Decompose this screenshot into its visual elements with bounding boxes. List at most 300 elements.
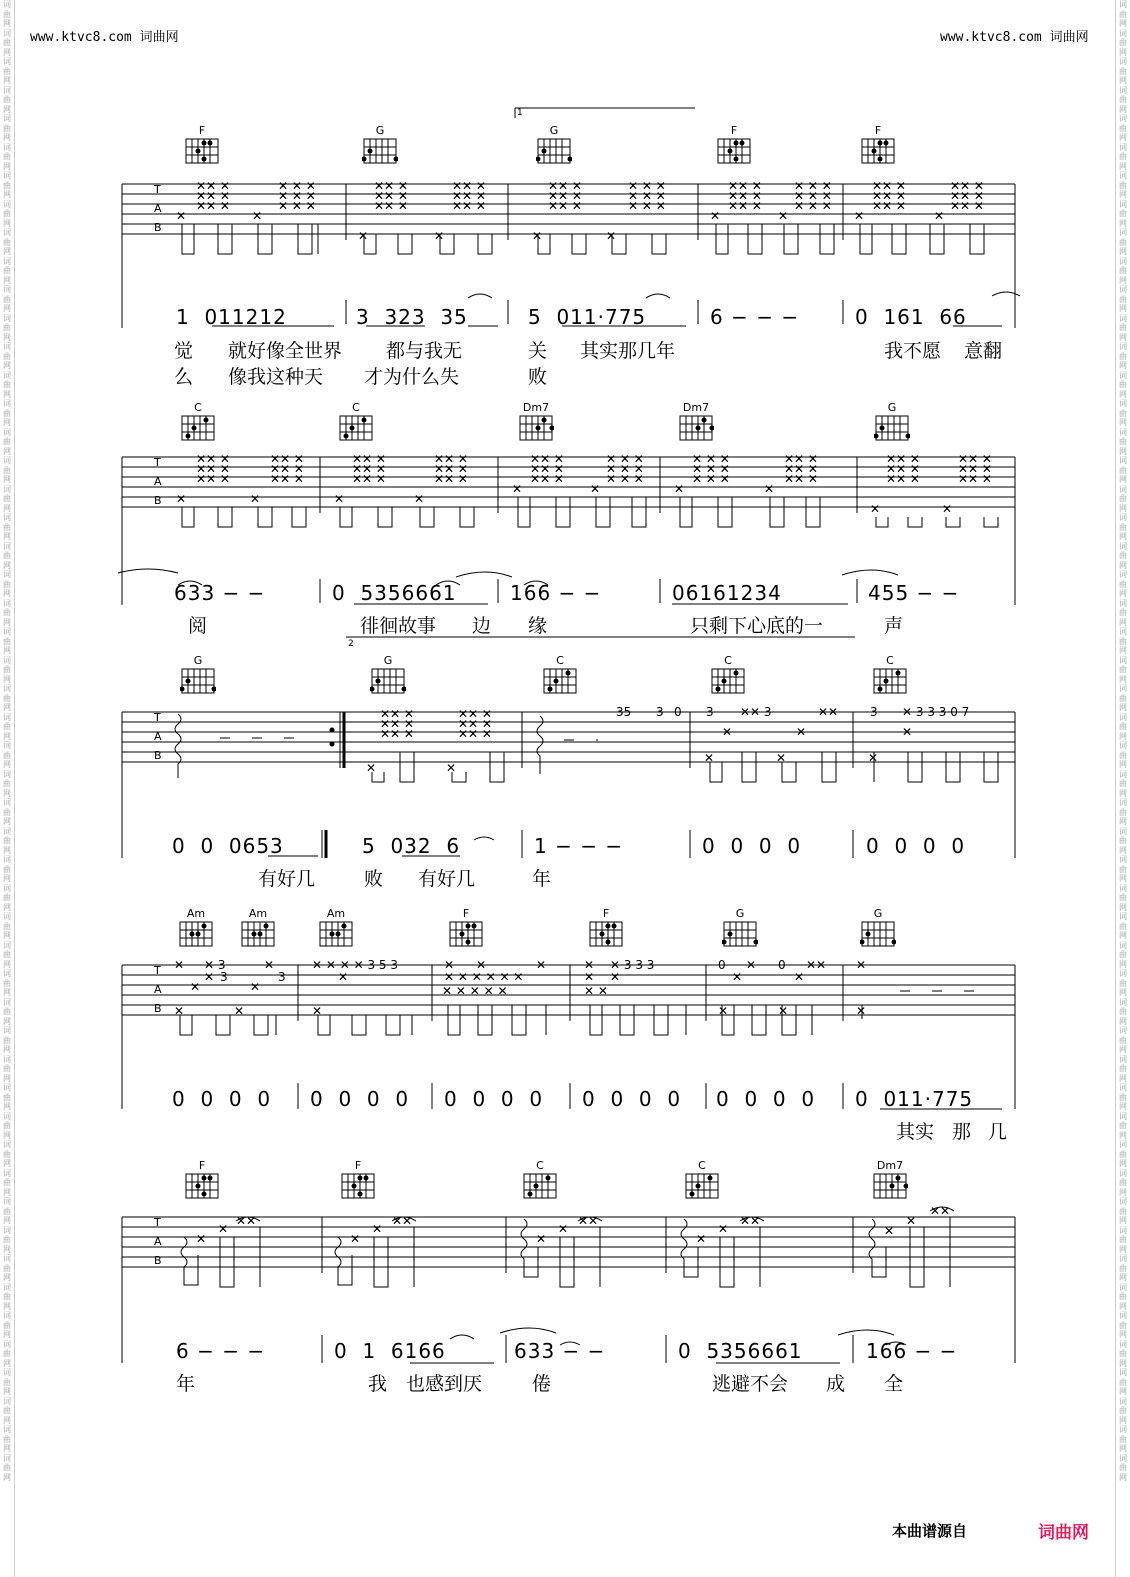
lyric: 我不愿 [884, 340, 942, 362]
lyric: 全 [884, 1373, 904, 1395]
watermark-glyph: 曲 [3, 522, 11, 532]
svg-text:✕ ✕ ✕ ✕ ✕: ✕ ✕ ✕ ✕ ✕ [442, 984, 508, 998]
watermark-glyph: 曲 [3, 807, 11, 817]
watermark-glyph: 词 [3, 940, 11, 950]
lyric: 徘徊故事 [360, 615, 437, 637]
chord-diagram: Am [238, 907, 278, 948]
svg-text:✕ ✕ ✕: ✕ ✕ ✕ [606, 472, 644, 486]
jianpu-measure: 0 5356661 [332, 581, 457, 605]
watermark-glyph: 网 [3, 1415, 11, 1425]
svg-text:✕ ✕ ✕: ✕ ✕ ✕ [794, 189, 832, 203]
lyric: 声 [884, 615, 904, 637]
lyric: 才为什么失 [364, 366, 460, 388]
watermark-glyph: 曲 [3, 209, 11, 218]
jianpu-measure: 0 0 0 0 [444, 1087, 544, 1111]
svg-text:T: T [154, 1216, 161, 1229]
watermark-glyph: 网 [1119, 817, 1127, 826]
lyric: 败 [364, 868, 384, 890]
svg-text:A: A [154, 1235, 162, 1248]
jianpu-measure: 0 0 0653 [172, 834, 284, 858]
jianpu-measure: 455 − − [868, 581, 960, 605]
watermark-glyph: 网 [3, 1358, 11, 1368]
watermark-glyph: 曲 [3, 323, 11, 332]
watermark-glyph: 词 [3, 142, 11, 152]
watermark-glyph: 网 [1119, 959, 1127, 969]
svg-text:✕✕ ✕: ✕✕ ✕ [458, 707, 492, 721]
watermark-glyph: 曲 [1119, 551, 1127, 560]
svg-text:✕✕ ✕: ✕✕ ✕ [784, 452, 818, 466]
svg-text:✕: ✕ [174, 1004, 185, 1018]
watermark-glyph: 网 [1119, 788, 1127, 798]
watermark-glyph: 网 [3, 1472, 11, 1482]
watermark-glyph: 曲 [1119, 1149, 1127, 1159]
svg-text:✕ ✕ ✕: ✕ ✕ ✕ [692, 472, 730, 486]
svg-text:✕: ✕ [358, 229, 369, 243]
watermark-glyph: 网 [3, 47, 11, 57]
svg-text:✕ ✕ ✕: ✕ ✕ ✕ [628, 189, 666, 203]
watermark-glyph: 曲 [1119, 38, 1127, 47]
watermark-glyph: 曲 [1119, 152, 1127, 161]
watermark-glyph: 曲 [3, 1406, 11, 1415]
svg-text:✕: ✕ [444, 958, 455, 972]
watermark-glyph: 词 [1119, 1197, 1127, 1206]
chord-diagram: G [720, 907, 760, 948]
watermark-glyph: 网 [3, 760, 11, 769]
svg-text:✕✕ ✕: ✕✕ ✕ [458, 727, 492, 741]
svg-text:✕✕ ✕: ✕✕ ✕ [530, 472, 564, 486]
watermark-glyph: 曲 [1119, 1064, 1127, 1073]
watermark-glyph: 网 [3, 76, 11, 85]
watermark-glyph: 网 [3, 218, 11, 228]
svg-text:✕✕ ✕: ✕✕ ✕ [380, 727, 414, 741]
watermark-glyph: 词 [3, 199, 11, 209]
watermark-glyph: 曲 [3, 351, 11, 361]
watermark-glyph: 曲 [1119, 1007, 1127, 1016]
svg-text:✕: ✕ [590, 482, 601, 496]
jianpu-measure: 0 0 0 0 [172, 1087, 272, 1111]
watermark-glyph: 曲 [3, 1206, 11, 1216]
svg-text:3: 3 [870, 705, 878, 719]
chord-diagram: G [872, 401, 912, 442]
svg-text:✕ ✕ ✕: ✕ ✕ ✕ [606, 462, 644, 476]
watermark-glyph: 曲 [3, 836, 11, 845]
svg-text:✕✕ ✕: ✕✕ ✕ [458, 717, 492, 731]
svg-text:✕: ✕ [176, 209, 187, 223]
chord-diagram: F [586, 907, 626, 948]
watermark-glyph: 曲 [3, 494, 11, 503]
chord-diagram: Dm7 [516, 401, 556, 442]
watermark-glyph: 网 [1119, 1387, 1127, 1396]
watermark-glyph: 曲 [3, 1377, 11, 1387]
watermark-glyph: 网 [3, 104, 11, 114]
watermark-glyph: 网 [3, 845, 11, 855]
watermark-glyph: 曲 [3, 1292, 11, 1301]
watermark-glyph: 词 [3, 1111, 11, 1121]
watermark-glyph: 词 [1119, 0, 1127, 9]
watermark-glyph: 网 [1119, 47, 1127, 57]
watermark-glyph: 曲 [3, 608, 11, 617]
svg-text:✕✕ 3: ✕✕ 3 [740, 705, 772, 719]
watermark-glyph: 曲 [3, 237, 11, 247]
watermark-glyph: 词 [3, 969, 11, 978]
svg-text:✕: ✕ [250, 492, 261, 506]
watermark-glyph: 曲 [3, 380, 11, 389]
svg-text:✕✕ ✕: ✕✕ ✕ [728, 179, 762, 193]
watermark-glyph: 曲 [3, 266, 11, 275]
watermark-glyph: 词 [1119, 1254, 1127, 1263]
svg-text:✕: ✕ [196, 1232, 207, 1246]
watermark-glyph: 曲 [3, 294, 11, 304]
svg-text:✕✕ ✕: ✕✕ ✕ [548, 179, 582, 193]
watermark-glyph: 词 [1119, 85, 1127, 95]
jianpu-measure: 166 − − [510, 581, 602, 605]
lyric: 关 [528, 340, 548, 362]
svg-text:✕✕ ✕: ✕✕ ✕ [784, 462, 818, 476]
watermark-glyph: 网 [1119, 1045, 1127, 1054]
watermark-glyph: 网 [3, 1073, 11, 1083]
watermark-glyph: 网 [1119, 104, 1127, 114]
watermark-glyph: 曲 [3, 921, 11, 931]
svg-text:✕ ✕ ✕: ✕ ✕ ✕ [794, 199, 832, 213]
watermark-glyph: 曲 [1119, 66, 1127, 76]
watermark-glyph: 网 [1119, 361, 1127, 370]
watermark-glyph: 网 [3, 275, 11, 285]
svg-text:✕✕ ✕: ✕✕ ✕ [196, 189, 230, 203]
svg-text:✕✕ ✕: ✕✕ ✕ [950, 179, 984, 193]
watermark-glyph: 曲 [3, 750, 11, 760]
system-4-tab-staff [0, 903, 1130, 1148]
watermark-glyph: 曲 [1119, 437, 1127, 446]
watermark-glyph: 网 [1119, 760, 1127, 769]
jianpu-measure: 5 011·775 [528, 305, 647, 329]
watermark-glyph: 词 [1119, 114, 1127, 123]
watermark-glyph: 曲 [1119, 1406, 1127, 1415]
svg-text:✕ ✕: ✕ ✕ [584, 984, 608, 998]
svg-text:✕✕: ✕✕ [236, 1214, 257, 1228]
watermark-glyph: 曲 [1119, 380, 1127, 389]
svg-text:✕: ✕ [854, 209, 865, 223]
watermark-glyph: 曲 [1119, 9, 1127, 19]
jianpu-measure: 633 − − [174, 581, 266, 605]
watermark-glyph: 网 [1119, 304, 1127, 313]
svg-text:✕✕: ✕✕ [930, 1204, 951, 1218]
svg-text:✕✕ ✕: ✕✕ ✕ [452, 179, 486, 193]
watermark-glyph: 词 [1119, 1282, 1127, 1292]
watermark-glyph: 词 [1119, 883, 1127, 893]
watermark-glyph: 网 [3, 1216, 11, 1225]
watermark-glyph: 词 [3, 427, 11, 437]
chord-diagram: G [534, 124, 574, 165]
watermark-glyph: 网 [1119, 1444, 1127, 1453]
watermark-glyph: 网 [3, 1444, 11, 1453]
svg-text:✕ 3 3 3: ✕ 3 3 3 [610, 958, 655, 972]
lyric: 只剩下心底的一 [690, 615, 824, 637]
watermark-glyph: 词 [3, 570, 11, 579]
watermark-glyph: 词 [3, 256, 11, 266]
chord-diagram: Dm7 [676, 401, 716, 442]
watermark-glyph: 曲 [1119, 1349, 1127, 1358]
watermark-glyph: 网 [3, 1330, 11, 1339]
watermark-glyph: 曲 [1119, 978, 1127, 988]
svg-text:A: A [154, 730, 162, 743]
svg-text:✕✕ ✕: ✕✕ ✕ [352, 452, 386, 466]
svg-text:✕✕ ✕: ✕✕ ✕ [950, 199, 984, 213]
footer-source-text: 本曲谱源自 [892, 1522, 968, 1540]
watermark-glyph: 网 [1119, 646, 1127, 655]
chord-diagram: F [858, 124, 898, 165]
svg-text:✕✕ ✕: ✕✕ ✕ [950, 189, 984, 203]
watermark-glyph: 网 [3, 788, 11, 798]
svg-text:✕ ✕ ✕: ✕ ✕ ✕ [628, 199, 666, 213]
watermark-glyph: 词 [3, 399, 11, 408]
watermark-glyph: 词 [3, 598, 11, 608]
watermark-glyph: 网 [1119, 1244, 1127, 1254]
chord-diagram: C [520, 1159, 560, 1200]
watermark-glyph: 曲 [1119, 693, 1127, 703]
watermark-glyph: 曲 [1119, 209, 1127, 218]
svg-text:✕ ✕ ✕: ✕ ✕ ✕ [278, 199, 316, 213]
system-2 [0, 395, 1130, 649]
svg-text:✕✕ ✕: ✕✕ ✕ [530, 452, 564, 466]
svg-text:✕: ✕ [710, 209, 721, 223]
svg-text:✕: ✕ [190, 980, 201, 994]
svg-text:✕: ✕ [512, 482, 523, 496]
watermark-glyph: 词 [1119, 712, 1127, 722]
watermark-glyph: 曲 [3, 551, 11, 560]
watermark-glyph: 词 [3, 1054, 11, 1064]
watermark-glyph: 网 [1119, 1472, 1127, 1482]
watermark-glyph: 曲 [3, 1463, 11, 1472]
watermark-glyph: 词 [1119, 484, 1127, 494]
watermark-glyph: 网 [1119, 1216, 1127, 1225]
chord-diagram: C [708, 654, 748, 695]
watermark-glyph: 网 [3, 532, 11, 541]
watermark-glyph: 曲 [1119, 1292, 1127, 1301]
svg-text:B: B [154, 1254, 162, 1267]
svg-text:✕: ✕ [532, 229, 543, 243]
watermark-glyph: 词 [3, 0, 11, 9]
watermark-glyph: 词 [3, 513, 11, 522]
svg-text:✕: ✕ [746, 958, 757, 972]
watermark-glyph: 词 [3, 1396, 11, 1406]
watermark-glyph: 曲 [3, 1434, 11, 1444]
watermark-glyph: 网 [3, 161, 11, 171]
svg-text:0: 0 [778, 958, 786, 972]
chord-diagram: Dm7 [870, 1159, 910, 1200]
watermark-glyph: 网 [1119, 446, 1127, 456]
watermark-glyph: 网 [3, 1187, 11, 1197]
chord-diagram: F [446, 907, 486, 948]
svg-text:✕✕ ✕: ✕✕ ✕ [548, 189, 582, 203]
watermark-glyph: 词 [1119, 855, 1127, 864]
watermark-glyph: 曲 [3, 9, 11, 19]
system-2-tab-staff [0, 395, 1130, 645]
chord-diagram: C [682, 1159, 722, 1200]
svg-text:✕✕ ✕: ✕✕ ✕ [434, 462, 468, 476]
svg-text:✕✕: ✕✕ [740, 1214, 761, 1228]
lyric: 年 [176, 1373, 196, 1395]
svg-text:✕: ✕ [250, 980, 261, 994]
svg-text:✕: ✕ [794, 970, 805, 984]
watermark-glyph: 词 [1119, 826, 1127, 836]
watermark-glyph: 曲 [3, 1320, 11, 1330]
watermark-glyph: 词 [1119, 427, 1127, 437]
svg-text:✕✕: ✕✕ [806, 958, 827, 972]
watermark-glyph: 曲 [3, 1235, 11, 1244]
watermark-glyph: 网 [3, 1273, 11, 1282]
watermark-glyph: 曲 [1119, 123, 1127, 133]
watermark-glyph: 词 [1119, 1339, 1127, 1349]
watermark-glyph: 曲 [3, 1007, 11, 1016]
chord-diagram: G [858, 907, 898, 948]
svg-text:✕: ✕ [718, 1004, 729, 1018]
jianpu-measure: 1 − − − [534, 834, 624, 858]
watermark-glyph: 曲 [1119, 665, 1127, 674]
watermark-glyph: 词 [3, 769, 11, 779]
svg-text:✕✕ ✕: ✕✕ ✕ [352, 462, 386, 476]
watermark-glyph: 网 [3, 1244, 11, 1254]
watermark-glyph: 词 [3, 1368, 11, 1377]
svg-text:✕: ✕ [252, 209, 263, 223]
watermark-glyph: 网 [1119, 1016, 1127, 1026]
svg-text:3: 3 [220, 970, 228, 984]
svg-text:✕✕ ✕: ✕✕ ✕ [374, 199, 408, 213]
jianpu-measure: 0 0 0 0 [582, 1087, 682, 1111]
jianpu-measure: 633 − − [514, 1339, 606, 1363]
svg-text:✕✕ ✕: ✕✕ ✕ [196, 452, 230, 466]
watermark-glyph: 网 [1119, 1301, 1127, 1311]
watermark-glyph: 曲 [3, 408, 11, 418]
watermark-glyph: 网 [3, 902, 11, 912]
watermark-glyph: 曲 [1119, 779, 1127, 788]
lyric: 几 [988, 1121, 1008, 1143]
svg-text:✕✕ ✕: ✕✕ ✕ [784, 472, 818, 486]
svg-text:✕: ✕ [536, 958, 547, 972]
watermark-glyph: 词 [1119, 342, 1127, 351]
watermark-glyph: 词 [1119, 513, 1127, 522]
svg-text:✕✕ ✕: ✕✕ ✕ [374, 189, 408, 203]
chord-diagram: G [178, 654, 218, 695]
watermark-glyph: 词 [1119, 798, 1127, 807]
watermark-glyph: 词 [3, 1453, 11, 1463]
watermark-glyph: 词 [3, 627, 11, 636]
watermark-glyph: 词 [3, 684, 11, 693]
watermark-glyph: 网 [3, 817, 11, 826]
svg-text:✕✕: ✕✕ [392, 1214, 413, 1228]
svg-text:✕: ✕ [584, 958, 595, 972]
watermark-glyph: 网 [1119, 902, 1127, 912]
svg-text:✕: ✕ [446, 761, 457, 775]
watermark-glyph: 曲 [1119, 95, 1127, 104]
watermark-glyph: 曲 [1119, 465, 1127, 475]
chord-diagram: C [178, 401, 218, 442]
watermark-glyph: 曲 [1119, 1235, 1127, 1244]
watermark-glyph: 词 [1119, 370, 1127, 380]
lyric: 败 [528, 366, 548, 388]
svg-text:✕: ✕ [606, 229, 617, 243]
lyric: 其实那几年 [580, 340, 676, 362]
watermark-glyph: 网 [1119, 589, 1127, 598]
jianpu-measure: 3 323 35 [356, 305, 468, 329]
watermark-glyph: 网 [3, 931, 11, 940]
system-3 [0, 650, 1130, 895]
svg-text:3: 3 [278, 970, 286, 984]
svg-text:✕✕ ✕: ✕✕ ✕ [196, 462, 230, 476]
system-5 [0, 1155, 1130, 1400]
watermark-glyph: 词 [3, 28, 11, 38]
watermark-glyph: 网 [3, 674, 11, 684]
watermark-glyph: 网 [1119, 1358, 1127, 1368]
watermark-glyph: 网 [1119, 475, 1127, 484]
watermark-glyph: 网 [3, 503, 11, 513]
watermark-glyph: 网 [3, 646, 11, 655]
svg-text:✕ ✕ ✕: ✕ ✕ ✕ [692, 462, 730, 476]
watermark-glyph: 网 [3, 1301, 11, 1311]
watermark-glyph: 网 [1119, 247, 1127, 256]
svg-text:✕✕ ✕: ✕✕ ✕ [452, 189, 486, 203]
watermark-glyph: 词 [1119, 313, 1127, 323]
svg-text:✕: ✕ [176, 492, 187, 506]
watermark-glyph: 网 [1119, 845, 1127, 855]
svg-text:✕✕: ✕✕ [578, 1214, 599, 1228]
watermark-glyph: 曲 [1119, 1178, 1127, 1187]
watermark-glyph: 网 [1119, 674, 1127, 684]
watermark-glyph: 词 [3, 285, 11, 294]
jianpu-measure: 0 0 0 0 [716, 1087, 816, 1111]
watermark-glyph: 曲 [1119, 1377, 1127, 1387]
svg-text:✕ ✕ ✕: ✕ ✕ ✕ [606, 452, 644, 466]
svg-text:35: 35 [616, 705, 632, 719]
watermark-glyph: 词 [1119, 399, 1127, 408]
watermark-glyph: 曲 [1119, 750, 1127, 760]
watermark-glyph: 网 [3, 874, 11, 883]
volta-label: 2 [348, 639, 354, 649]
watermark-glyph: 词 [3, 912, 11, 921]
watermark-glyph: 曲 [3, 1092, 11, 1102]
watermark-glyph: 网 [1119, 332, 1127, 342]
svg-text:T: T [154, 964, 161, 977]
watermark-glyph: 网 [3, 959, 11, 969]
lyric: 意翻 [964, 340, 1003, 362]
svg-text:✕✕ ✕: ✕✕ ✕ [872, 199, 906, 213]
jianpu-measure: 0 5356661 [678, 1339, 803, 1363]
watermark-glyph: 网 [3, 1130, 11, 1140]
svg-text:✕: ✕ [334, 492, 345, 506]
svg-text:B: B [154, 494, 162, 507]
jianpu-measure: 06161234 [672, 581, 782, 605]
watermark-glyph: 词 [3, 1339, 11, 1349]
svg-text:✕: ✕ [796, 725, 807, 739]
watermark-glyph: 词 [1119, 570, 1127, 579]
watermark-glyph: 词 [3, 1168, 11, 1178]
svg-text:✕: ✕ [366, 761, 377, 775]
watermark-glyph: 曲 [1119, 294, 1127, 304]
svg-text:✕✕ ✕: ✕✕ ✕ [728, 189, 762, 203]
svg-text:✕: ✕ [704, 751, 715, 765]
chord-diagram: Am [316, 907, 356, 948]
watermark-glyph: 词 [3, 1225, 11, 1235]
footer-logo: 词曲网 [1038, 1523, 1089, 1543]
watermark-glyph: 曲 [3, 1121, 11, 1130]
svg-text:✕ ✕ ✕: ✕ ✕ ✕ [692, 452, 730, 466]
watermark-glyph: 词 [3, 541, 11, 551]
watermark-glyph: 网 [3, 475, 11, 484]
watermark-glyph: 网 [3, 332, 11, 342]
header-left: www.ktvc8.com 词曲网 [30, 30, 179, 45]
watermark-glyph: 词 [1119, 1311, 1127, 1320]
system-1 [0, 100, 1130, 390]
watermark-glyph: 曲 [3, 722, 11, 731]
